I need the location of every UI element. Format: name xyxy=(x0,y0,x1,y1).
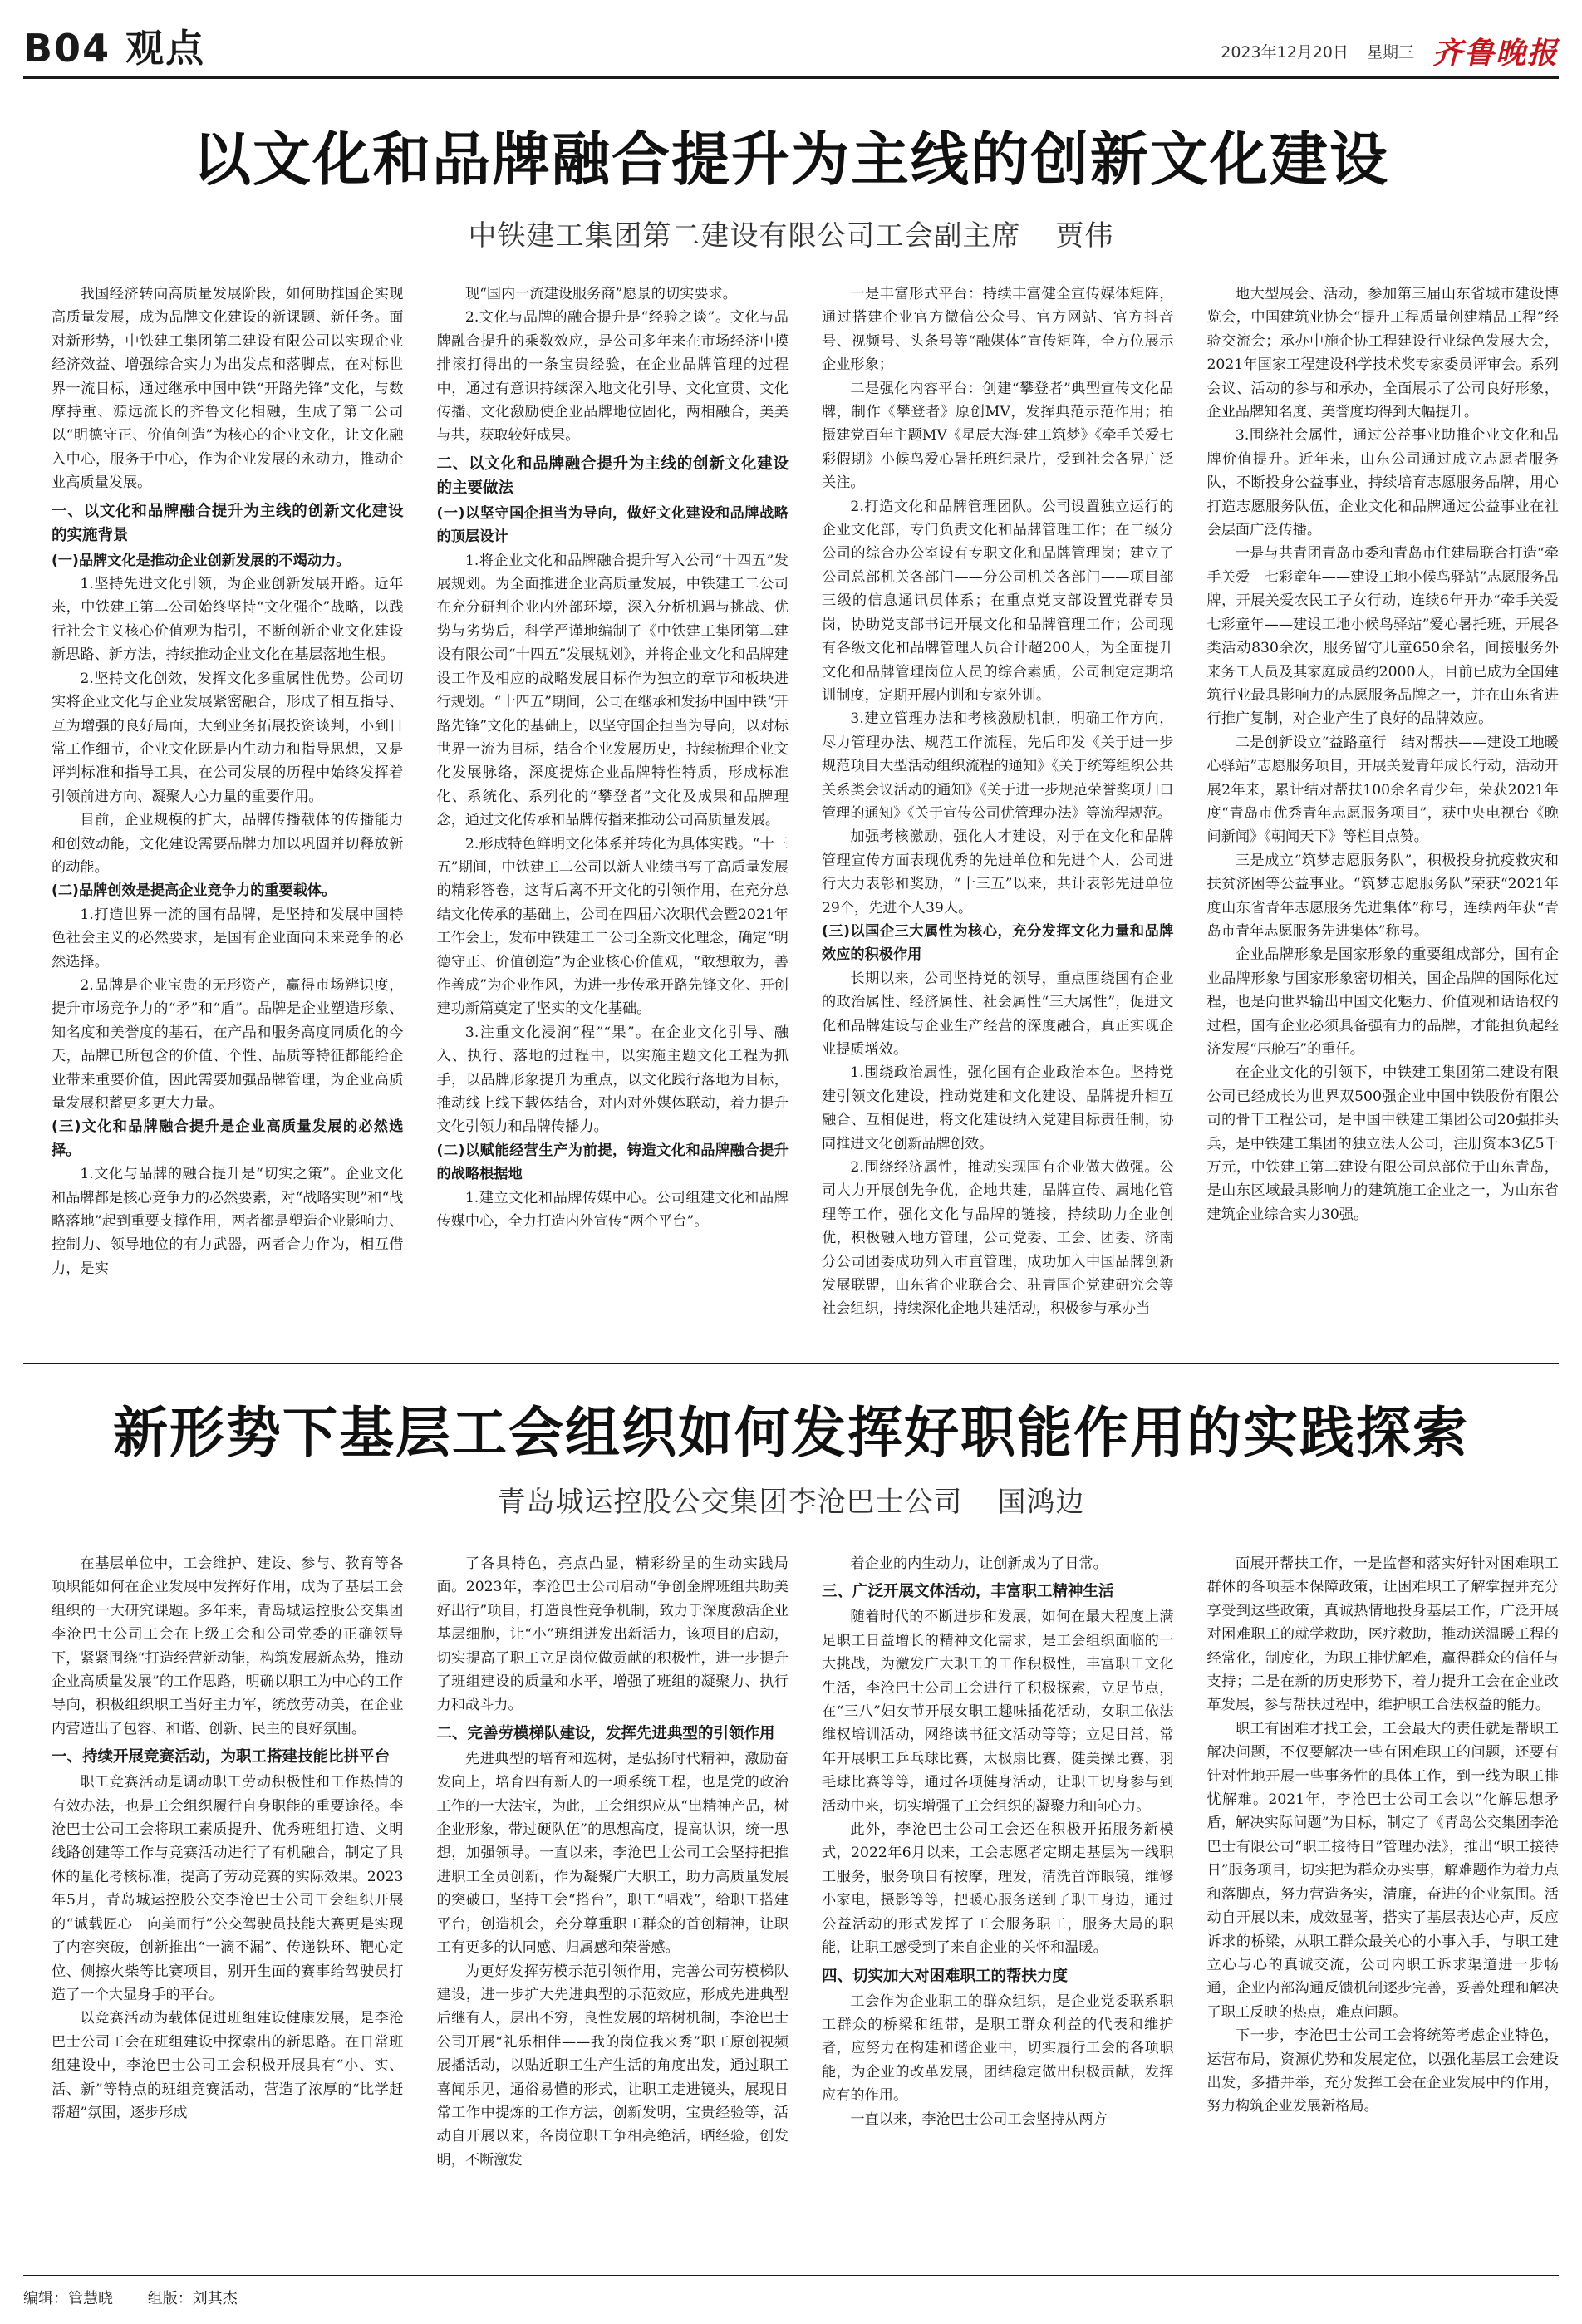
paragraph: 1.将企业文化和品牌融合提升写入公司“十四五”发展规划。为全面推进企业高质量发展，中铁建工二公司在充分研判企业内外部环境，深入分析机遇与挑战、优势与劣势后，科学严谨地编制了《中铁建工集团第二建设有限公司“十四五”发展规划》，并将企业文化和品牌建设工作及相应的战略发展目标作为独立的章节和板块进行规划。“十四五”期间，公司在继承和发扬中国中铁“开路先锋”文化的基础上，以坚守国企担当为导向，以对标世界一流为目标，结合企业发展历史，持续梳理企业文化发展脉络，深度提炼企业品牌特性特质，形成标准化、系统化、系列化的“攀登者”文化及成果和品牌理念，通过文化传承和品牌传播来推动公司高质量发展。 xyxy=(436,552,789,829)
paragraph: 2.形成特色鲜明文化体系并转化为具体实践。“十三五”期间，中铁建工二公司以新人业绩书写了高质量发展的精彩答卷，这背后离不开文化的引领作用，在充分总结文化传承的基础上，公司在四届六次职代会暨2021年工作会上，发布中铁建工二公司全新文化理念，确定“明德守正、价值创造”为企业核心价值观，“敢想敢为，善作善成”为企业作风，为进一步传承开路先锋文化、开创建功新篇奠定了坚实的文化基础。 xyxy=(436,835,789,1018)
footer-rule xyxy=(23,2275,1559,2276)
subsection-heading: (一)品牌文化是推动企业创新发展的不竭动力。 xyxy=(52,552,351,569)
paragraph: 1.围绕政治属性，强化国有企业政治本色。坚持党建引领文化建设，推动党建和文化建设、品牌提升相互融合、互相促进，将文化建设纳入党建目标责任制，协同推进文化创新品牌创效。 xyxy=(822,1064,1174,1152)
page-header xyxy=(23,17,1559,81)
article-2-author-org: 青岛城运控股公交集团李沧巴士公司 xyxy=(497,1486,963,1519)
paragraph: 一是丰富形式平台：持续丰富健全宣传媒体矩阵，通过搭建企业官方微信公众号、官方网站、官方抖音号、视频号、头条号等“融媒体”宣传矩阵，全方位展示企业形象； xyxy=(822,286,1174,374)
paragraph: 加强考核激励，强化人才建设，对于在文化和品牌管理宣传方面表现优秀的先进单位和先进个人，公司进行大力表彰和奖励，“十三五”以来，共计表彰先进单位29个，先进个人39人。 xyxy=(822,828,1174,916)
paragraph: 企业品牌形象是国家形象的重要组成部分，国有企业品牌形象与国家形象密切相关，国企品牌的国际化过程，也是向世界输出中国文化魅力、价值观和话语权的过程，国有企业必须具备强有力的品牌，才能担负起经济发展“压舱石”的重任。 xyxy=(1206,946,1559,1058)
article-divider xyxy=(23,1363,1559,1364)
paragraph: 先进典型的培育和选树，是弘扬时代精神，激励奋发向上，培育四有新人的一项系统工程，也是党的政治工作的一大法宝，为此，工会组织应从“出精神产品，树企业形象，带过硬队伍”的思想高度，提高认识，统一思想，加强领导。一直以来，李沧巴士公司工会坚持把推进职工全员创新，作为凝聚广大职工，助力高质量发展的突破口，坚持工会“搭台”，职工“唱戏”，给职工搭建平台，创造机会，充分尊重职工群众的首创精神，让职工有更多的认同感、归属感和荣誉感。 xyxy=(436,1750,789,1957)
text-column xyxy=(437,1552,789,2258)
page-footer xyxy=(23,2287,1559,2308)
paragraph: 1.文化与品牌的融合提升是“切实之策”。企业文化和品牌都是核心竞争力的必然要素，对“战略实现”和“战略落地”起到重要支撑作用，两者都是塑造企业影响力、控制力、领导地位的有力武器，两者合力作为，相互借力，是实 xyxy=(52,1166,404,1277)
paragraph: 3.注重文化浸润“程”“果”。在企业文化引导、融入、执行、落地的过程中，以实施主题文化工程为抓手，以品牌形象提升为重点，以文化践行落地为目标，推动线上线下载体结合，对内对外媒体联动，着力提升文化引领力和品牌传播力。 xyxy=(436,1024,789,1136)
article-2 xyxy=(23,1399,1559,1466)
text-column xyxy=(1206,283,1574,1344)
paragraph: 职工竞赛活动是调动职工劳动积极性和工作热情的有效办法，也是工会组织履行自身职能的重要途径。李沧巴士公司工会将职工素质提升、优秀班组打造、文明线路创建等工作与竞赛活动进行了有机融合，制定了具体的量化考核标准，提高了劳动竞赛的实际效果。2023年5月，青岛城运控股公交李沧巴士公司工会组织开展的“诚载匠心 向美而行”公交驾驶员技能大赛更是实现了内容突破，创新推出“一滴不漏”、传递铁环、靶心定位、侧擦火柴等比赛项目，别开生面的赛事给驾驶员打造了一个大显身手的平台。 xyxy=(52,1774,404,2003)
paragraph: 二是强化内容平台：创建“攀登者”典型宣传文化品牌，制作《攀登者》原创MV，发挥典范示范作用；拍摄建党百年主题MV《星辰大海·建工筑梦》《牵手关爱七彩假期》小候鸟爱心暑托班纪录片，受到社会各界广泛关注。 xyxy=(822,380,1174,492)
issue-date: 2023年12月20日 xyxy=(1221,43,1349,61)
article-1-headline: 以文化和品牌融合提升为主线的创新文化建设 xyxy=(193,125,1389,194)
paragraph: 工会作为企业职工的群众组织，是企业党委联系职工群众的桥梁和纽带，是职工群众利益的代表和维护者，应努力在构建和谐企业中，切实履行工会的各项职能，为企业的改革发展，团结稳定做出积极贡献，发挥应有的作用。 xyxy=(822,1992,1174,2105)
article-1-author-org: 中铁建工集团第二建设有限公司工会副主席 xyxy=(468,219,1021,253)
paragraph: 我国经济转向高质量发展阶段，如何助推国企实现高质量发展，成为品牌文化建设的新课题、新任务。面对新形势，中铁建工集团第二建设有限公司以实现企业经济效益、增强综合实力为出发点和落脚点，在对标世界一流目标，通过继承中国中铁“开路先锋”文化，与数摩持重、源远流长的齐鲁文化相融，生成了第二公司以“明德守正、价值创造”为核心的企业文化，让文化融入中心，服务于中心，作为企业发展的永动力，推动企业高质量发展。 xyxy=(52,286,404,492)
paragraph: 1.坚持先进文化引领，为企业创新发展开路。近年来，中铁建工第二公司始终坚持“文化强企”战略，以践行社会主义核心价值观为指引，不断创新企业文化建设新思路、新方法，持续推动企业文化在基层落地生根。 xyxy=(52,576,404,664)
paragraph: 1.打造世界一流的国有品牌，是坚持和发展中国特色社会主义的必然要求，是国有企业面向未来竞争的必然选择。 xyxy=(52,906,404,970)
text-column xyxy=(52,283,404,1344)
article-1-author-name: 贾伟 xyxy=(1055,219,1114,253)
paragraph: 为更好发挥劳模示范引领作用，完善公司劳模梯队建设，进一步扩大先进典型的示范效应，形成先进典型后继有人，层出不穷，良性发展的培树机制，李沧巴士公司开展“礼乐相伴——我的岗位我来秀”职工原创视频展播活动，以贴近职工生产生活的角度出发，通过职工喜闻乐见，通俗易懂的形式，让职工走进镜头，展现日常工作中提炼的工作方法，创新发明，宝贵经验等，活动自开展以来，各岗位职工争相亮绝活，晒经验，创发明，不断激发 xyxy=(436,1963,789,2169)
text-column xyxy=(822,283,1174,1344)
subsection-heading: (二)品牌创效是提高企业竞争力的重要载体。 xyxy=(52,882,337,900)
article-2-body xyxy=(52,1552,1559,2258)
paragraph: 2.围绕经济属性，推动实现国有企业做大做强。公司大力开展创先争优，企地共建，品牌宣传、属地化管理等工作，强化文化与品牌的链接，持续助力企业创优，积极融入地方管理，公司党委、工会、团委、济南分公司团委成功列入市直管理，成功加入中国品牌创新发展联盟，山东省企业联合会、驻青国企党建研究会等社会组织，持续深化企地共建活动，积极参与承办当 xyxy=(822,1159,1174,1318)
section-heading: 二、完善劳模梯队建设，发挥先进典型的引领作用 xyxy=(436,1724,775,1742)
subsection-heading: (一)以坚守国企担当为导向，做好文化建设和品牌战略的顶层设计 xyxy=(436,504,789,546)
page-section-label: B04 观点 xyxy=(23,26,206,71)
article-2-byline xyxy=(23,1484,1559,1521)
paragraph: 地大型展会、活动，参加第三届山东省城市建设博览会，中国建筑业协会“提升工程质量创建精品工程”经验交流会；承办中施企协工程建设行业绿色发展大会，2021年国家工程建设科学技术奖专家委员评审会。系列会议、活动的参与和承办，全面展示了公司良好形象，企业品牌知名度、美誉度均得到大幅提升。 xyxy=(1206,286,1559,421)
newspaper-logo: 齐鲁晚报 xyxy=(1432,36,1559,71)
paragraph: 在基层单位中，工会维护、建设、参与、教育等各项职能如何在企业发展中发挥好作用，成为了基层工会组织的一大研究课题。多年来，青岛城运控股公交集团李沧巴士公司工会在上级工会和公司党委的正确领导下，紧紧围绕“打造经营新动能，构筑发展新态势，推动企业高质量发展”的工作思路，明确以职工为中心的工作导向，积极组织职工当好主力军，统放劳动美，在企业内营造出了包容、和谐、创新、民主的良好氛围。 xyxy=(52,1555,404,1737)
text-column xyxy=(52,1552,404,2258)
paragraph: 着企业的内生动力，让创新成为了日常。 xyxy=(850,1555,1108,1572)
paragraph: 职工有困难才找工会，工会最大的责任就是帮职工解决问题，不仅要解决一些有困难职工的问题，还要有针对性地开展一些事务性的具体工作，到一线为职工排忧解难。2021年，李沧巴士公司工会以“化解思想矛盾，解决实际问题”为目标，制定了《青岛公交集团李沧巴士有限公司“职工接待日”管理办法》，推出“职工接待日”服务项目，切实把为群众办实事，解难题作为着力点和落脚点，努力营造务实，清廉，奋进的企业氛围。活动自开展以来，成效显著，搭实了基层表达心声，反应诉求的桥梁，从职工群众最关心的小事入手，与职工建立心与心的真诚交流，公司内职工诉求渠道进一步畅通，企业内部沟通反馈机制逐步完善，妥善处理和解决了职工反映的热点，难点问题。 xyxy=(1206,1720,1559,2021)
paragraph: 此外，李沧巴士公司工会还在积极开拓服务新模式，2022年6月以来，工会志愿者定期走基层为一线职工服务，服务项目有按摩，理发，清洗首饰眼镜，维修小家电，摄影等等，把暖心服务送到了职工身边，通过公益活动的形式发挥了工会服务职工，服务大局的职能，让职工感受到了来自企业的关怀和温暖。 xyxy=(822,1821,1174,1957)
article-1-body xyxy=(52,283,1574,1344)
issue-weekday: 星期三 xyxy=(1366,43,1414,61)
paragraph: 三是成立“筑梦志愿服务队”，积极投身抗疫救灾和扶贫济困等公益事业。“筑梦志愿服务队”荣获“2021年度山东省青年志愿服务先进集体”称号，连续两年获“青岛市青年志愿服务先进集体”称号。 xyxy=(1206,852,1559,940)
text-column xyxy=(822,1552,1174,2258)
article-1 xyxy=(23,125,1559,194)
layout-credit: 组版：刘其杰 xyxy=(147,2290,238,2307)
subsection-heading: (三)文化和品牌融合提升是企业高质量发展的必然选择。 xyxy=(52,1118,404,1159)
subsection-heading: (二)以赋能经营生产为前提，铸造文化和品牌融合提升的战略根据地 xyxy=(436,1142,789,1183)
section-heading: 三、广泛开展文体活动，丰富职工精神生活 xyxy=(822,1583,1114,1601)
paragraph: 随着时代的不断进步和发展，如何在最大程度上满足职工日益增长的精神文化需求，是工会组织面临的一大挑战，为激发广大职工的工作积极性，丰富职工文化生活，李沧巴士公司工会进行了积极探索，立足节点，在“三八”妇女节开展女职工趣味插花活动，女职工依法维权培训活动，网络读书征文活动等等；立足日常，常年开展职工乒乓球比赛，太极扇比赛，健美操比赛，羽毛球比赛等等，通过各项健身活动，让职工切身参与到活动中来，切实增强了工会组织的凝聚力和向心力。 xyxy=(822,1609,1174,1815)
paragraph: 一是与共青团青岛市委和青岛市住建局联合打造“牵手关爱 七彩童年——建设工地小候鸟驿站”志愿服务品牌，开展关爱农民工子女行动，连续6年开办“牵手关爱 七彩童年——建设工地小候鸟驿站”爱心暑托班，开展各类活动830余次，服务留守儿童650余名，间接服务外来务工人员及其家庭成员约2000人，目前已成为全国建筑行业最具影响力的志愿服务品牌之一，并在山东省进行推广复制，对企业产生了良好的品牌效应。 xyxy=(1206,545,1574,728)
section-heading: 四、切实加大对困难职工的帮扶力度 xyxy=(822,1967,1069,1985)
paragraph: 了各具特色，亮点凸显，精彩纷呈的生动实践局面。2023年，李沧巴士公司启动“争创金牌班组共助美好出行”项目，打造良性竞争机制，致力于深度激活企业基层细胞，让“小”班组迸发出新活力，该项目的启动，切实提高了职工立足岗位做贡献的积极性，进一步提升了班组建设的质量和水平，增强了班组的凝聚力、执行力和战斗力。 xyxy=(436,1555,789,1714)
editor-credit: 编辑：管慧晓 xyxy=(23,2290,113,2307)
paragraph: 3.围绕社会属性，通过公益事业助推企业文化和品牌价值提升。近年来，山东公司通过成立志愿者服务队，不断投身公益事业，持续培育志愿服务品牌，用心打造志愿服务队伍，企业文化和品牌通过公益事业在社会层面广泛传播。 xyxy=(1206,427,1559,539)
section-heading: 二、以文化和品牌融合提升为主线的创新文化建设的主要做法 xyxy=(436,454,789,497)
text-column xyxy=(437,283,789,1344)
paragraph: 目前，企业规模的扩大，品牌传播载体的传播能力和创效动能，文化建设需要品牌力加以巩固并切释放新的动能。 xyxy=(52,812,404,876)
paragraph: 2.坚持文化创效，发挥文化多重属性优势。公司切实将企业文化与企业发展紧密融合，形成了相互指导、互为增强的良好局面，大到业务拓展投资谈判，小到日常工作细节，企业文化既是内生动力和指导思想，又是评判标准和指导工具，在公司发展的历程中始终发挥着引领前进方向、凝聚人心力量的重要作用。 xyxy=(52,670,404,805)
paragraph: 2.打造文化和品牌管理团队。公司设置独立运行的企业文化部，专门负责文化和品牌管理工作；在二级分公司的综合办公室设有专职文化和品牌管理岗；建立了公司总部机关各部门——分公司机关各部门——项目部三级的信息通讯员体系；在重点党支部设置党群专员岗，协助党支部书记开展文化和品牌管理工作；公司现有各级文化和品牌管理人员合计超200人，为全面提升文化和品牌管理岗位人员的综合素质，公司制定定期培训制度，定期开展内训和专家外训。 xyxy=(822,498,1174,704)
paragraph: 2.品牌是企业宝贵的无形资产，赢得市场辨识度，提升市场竞争力的“矛”和“盾”。品牌是企业塑造形象、知名度和美誉度的基石，在产品和服务高度同质化的今天，品牌已所包含的价值、个性、品质等特征都能给企业带来重要价值，因此需要加强品牌管理，为企业高质量发展积蓄更多更大力量。 xyxy=(52,976,404,1112)
paragraph: 面展开帮扶工作，一是监督和落实好针对困难职工群体的各项基本保障政策，让困难职工了解掌握并充分享受到这些政策，真诚热情地投身基层工作，广泛开展对困难职工的就学救助，医疗救助，推动送温暖工程的经常化，制度化，为职工排忧解难，赢得群众的信任与支持；二是在新的历史形势下，着力提升工会在企业改革发展，参与帮扶过程中，维护职工合法权益的能力。 xyxy=(1206,1555,1559,1714)
header-meta xyxy=(1221,30,1559,72)
paragraph: 2.文化与品牌的融合提升是“经验之谈”。文化与品牌融合提升的乘数效应，是公司多年来在市场经济中摸排滚打得出的一条宝贵经验，在企业品牌管理的过程中，通过有意识持续深入地文化引导、文化宣贯、文化传播、文化激励使企业品牌地位固化，两相融合，美美与共，获取较好成果。 xyxy=(436,309,789,445)
section-heading: 一、以文化和品牌融合提升为主线的创新文化建设的实施背景 xyxy=(52,502,404,544)
section-heading: 一、持续开展竞赛活动，为职工搭建技能比拼平台 xyxy=(52,1748,391,1766)
paragraph: 以竞赛活动为载体促进班组建设健康发展，是李沧巴士公司工会在班组建设中探索出的新思路。在日常班组建设中，李沧巴士公司工会积极开展具有“小、实、活、新”等特点的班组竞赛活动，营造了浓厚的“比学赶帮超”氛围，逐步形成 xyxy=(52,2010,404,2121)
paragraph: 现“国内一流建设服务商”愿景的切实要求。 xyxy=(464,286,737,302)
paragraph: 3.建立管理办法和考核激励机制，明确工作方向，尽力管理办法、规范工作流程，先后印发《关于进一步规范项目大型活动组织流程的通知》《关于统筹组织公共关系类会议活动的通知》《关于进一步规范荣誉奖项归口管理的通知》《关于宣传公司优管理办法》等流程规范。 xyxy=(822,710,1174,822)
paragraph: 二是创新设立“益路童行 结对帮扶——建设工地暖心驿站”志愿服务项目，开展关爱青年成长行动，活动开展2年来，累计结对帮扶100余名青少年，荣获2021年度“青岛市优秀青年志愿服务项目”，获中央电视台《晚间新闻》《朝闻天下》等栏目点赞。 xyxy=(1206,734,1559,846)
paragraph: 在企业文化的引领下，中铁建工集团第二建设有限公司已经成长为世界双500强企业中国中铁股份有限公司的骨干工程公司，是中国中铁建工集团公司20强排头兵，是中铁建工集团的独立法人公司，注册资本3亿5千万元，中铁建工第二建设有限公司总部位于山东青岛，是山东区域最具影响力的建筑施工企业之一，为山东省建筑企业综合实力30强。 xyxy=(1206,1064,1559,1223)
header-rule xyxy=(23,76,1559,79)
text-column xyxy=(1207,1552,1560,2258)
article-2-headline: 新形势下基层工会组织如何发挥好职能作用的实践探索 xyxy=(113,1400,1469,1465)
paragraph: 一直以来，李沧巴士公司工会坚持从两方 xyxy=(850,2110,1108,2128)
paragraph: 下一步，李沧巴士公司工会将统筹考虑企业特色，运营布局，资源优势和发展定位，以强化基层工会建设出发，多措并举，充分发挥工会在企业发展中的作用，努力构筑企业发展新格局。 xyxy=(1206,2027,1559,2115)
article-1-byline xyxy=(23,218,1559,254)
paragraph: 长期以来，公司坚持党的领导，重点围绕国有企业的政治属性、经济属性、社会属性“三大属性”，促进文化和品牌建设与企业生产经营的深度融合，真正实现企业提质增效。 xyxy=(822,970,1174,1058)
article-2-author-name: 国鸿边 xyxy=(997,1486,1085,1519)
paragraph: 1.建立文化和品牌传媒中心。公司组建文化和品牌传媒中心，全力打造内外宣传“两个平台”。 xyxy=(436,1189,789,1231)
subsection-heading: (三)以国企三大属性为核心，充分发挥文化力量和品牌效应的积极作用 xyxy=(822,922,1174,964)
